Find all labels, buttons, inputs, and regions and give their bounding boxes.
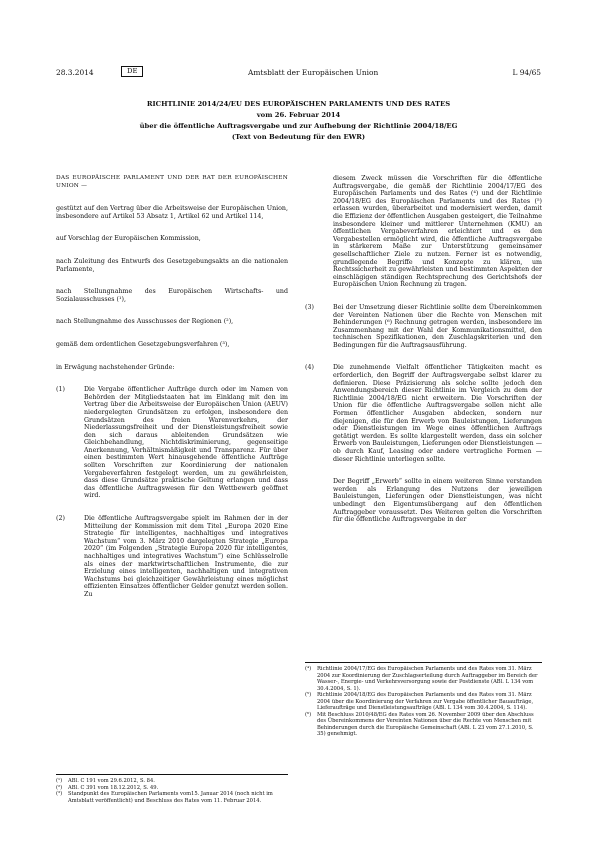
directive-title: RICHTLINIE 2014/24/EU DES EUROPÄISCHEN PARLAMENTS UND DES RATES — [146, 100, 451, 108]
recital-number: (3) — [305, 303, 314, 311]
footnote-number: (³) — [56, 791, 63, 797]
recital-2-continuation — [305, 175, 542, 289]
footnote-number: (⁶) — [305, 711, 312, 718]
recital-4-paragraph — [305, 478, 542, 524]
footnotes-left — [56, 774, 288, 804]
recital-text: Die öffentliche Auftragsvergabe spielt im Rahmen der in der Mitteilung der Kommission mit dem Titel „Europa 2020 Eine Strategie für intelligentes, nachhaltiges und integratives Wachstum“ vom 3. März 2010 dargelegten Strategie „Europa 2020“ (im Folgenden „Strategie Europa 2020 für intelligentes, nachhaltiges und integratives Wachstum“) eine Schlüsselrolle als eines der marktwirtschaftlichen Instrumente, die zur Erzielung eines intelligenten, nachhaltigen und integrativen Wachstums bei gleichzeitiger Gewährleistung eines möglichst effizienten Einsatzes öffentlicher Gelder genutzt werden sollen. Zu — [84, 515, 288, 598]
footnote-4 — [305, 666, 542, 692]
footnote-text: Richtlinie 2004/18/EG des Europäischen Parlaments und des Rates vom 31. März 2004 über die Koordinierung der Verfahren zur Vergabe öffentlicher Bauaufträge, Lieferaufträge und Dienstleistungsaufträge (ABl. L 134 vom 30.4.2004, S. 114). — [317, 692, 534, 711]
recital-number: (1) — [56, 386, 65, 394]
footnotes-right — [305, 662, 542, 738]
citation-legislative-procedure: gemäß dem ordentlichen Gesetzgebungsverfahren (³), — [56, 340, 230, 348]
citation-treaty: gestützt auf den Vertrag über die Arbeitsweise der Europäischen Union, insbesondere auf Artikel 53 Absatz 1, Artikel 62 und Artikel 114, — [56, 205, 288, 220]
citation-proposal: auf Vorschlag der Europäischen Kommission, — [56, 235, 201, 243]
recital-text: Bei der Umsetzung dieser Richtlinie sollte dem Übereinkommen der Vereinten Nationen über die Rechte von Menschen mit Behinderungen (⁶) Rechnung getragen werden, insbesondere im Zusammenhang mit der Wahl der Kommunikationsmittel, den technischen Spezifikationen, den Zuschlagskriterien und den Bedingungen für die Auftragsausführung. — [333, 303, 542, 349]
recital-2 — [56, 515, 288, 599]
recital-text: Die zunehmende Vielfalt öffentlicher Tätigkeiten macht es erforderlich, den Begriff der Auftragsvergabe selbst klarer zu definieren. Diese Präzisierung als solche sollte jedoch den Anwendungsbereich dieser Richtlinie im Vergleich zu dem der Richtlinie 2004/18/EG nicht erweitern. Die Vorschriften der Union für die öffentliche Auftragsvergabe sollen nicht alle Formen öffentlicher Ausgaben abdecken, sondern nur diejenigen, die für den Erwerb von Bauleistungen, Lieferungen oder Dienstleistungen im Wege eines öffentlichen Auftrags getätigt werden. Es sollte klargestellt werden, dass ein solcher Erwerb von Bauleistungen, Lieferungen oder Dienstleistungen — ob durch Kauf, Leasing oder andere vertragliche Formen — dieser Richtlinie unterliegen sollte. — [333, 364, 542, 463]
footnote-number: (⁴) — [305, 666, 312, 672]
eea-relevance-note: (Text von Bedeutung für den EWR) — [231, 133, 366, 141]
citation-national-parliaments: nach Zuleitung des Entwurfs des Gesetzgebungsakts an die nationalen Parlamente, — [56, 257, 288, 273]
recital-text: Der Begriff „Erwerb“ sollte in einem weiteren Sinne verstanden werden als Erlangung des Nutzens der jeweiligen Bauleistungen, Lieferungen oder Dienstleistungen, was nicht unbedingt den Eigentumsübergang auf den öffentlichen Auftraggeber voraussetzt. Des Weiteren gelten die Vorschriften für die öffentliche Auftragsvergabe in der — [333, 478, 542, 524]
recital-text: Die Vergabe öffentlicher Aufträge durch oder im Namen von Behörden der Mitgliedstaaten hat im Einklang mit den im Vertrag über die Arbeitsweise der Europäischen Union (AEUV) niedergelegten Grundsätzen zu erfolgen, insbesondere den Grundsätzen des freien Warenverkehrs, der Niederlassungsfreiheit und der Dienstleistungsfreiheit sowie den sich daraus ableitenden Grundsätzen wie Gleichbehandlung, Nichtdiskriminierung, gegenseitige Anerkennung, Verhältnismäßigkeit und Transparenz. Für über einen bestimmten Wert hinausgehende öffentliche Aufträge sollten Vorschriften zur Koordinierung der nationalen Vergabeverfahren festgelegt werden, um zu gewährleisten, dass diese Grundsätze praktische Geltung erlangen und dass das öffentliche Auftragswesen für den Wettbewerb geöffnet wird. — [84, 386, 288, 500]
recital-3 — [305, 304, 542, 350]
document-title-block — [56, 99, 541, 143]
recital-number: (4) — [305, 364, 314, 372]
publication-date: 28.3.2014 — [56, 68, 94, 77]
footnote-number: (⁵) — [305, 692, 312, 698]
language-badge: DE — [121, 66, 143, 77]
footnote-text: ABl. C 191 vom 29.6.2012, S. 84. — [68, 778, 155, 784]
page-number: L 94/65 — [512, 68, 541, 77]
citation-cor-opinion: nach Stellungnahme des Ausschusses der Regionen (²), — [56, 318, 234, 326]
recitals-heading: in Erwägung nachstehender Gründe: — [56, 363, 175, 371]
citation-esc-opinion: nach Stellungnahme des Europäischen Wirtschafts- und Sozialausschusses (¹), — [56, 288, 288, 303]
left-column — [56, 175, 288, 614]
footnote-5 — [305, 692, 542, 712]
footnote-text: ABl. C 391 vom 18.12.2012, S. 49. — [68, 784, 159, 791]
recital-1 — [56, 386, 288, 500]
recital-4 — [305, 364, 542, 463]
directive-subject: über die öffentliche Auftragsvergabe und zur Aufhebung der Richtlinie 2004/18/EG — [139, 122, 458, 130]
recital-text: diesem Zweck müssen die Vorschriften für die öffentliche Auftragsvergabe, die gemäß der Richtlinie 2004/17/EG des Europäischen Parlaments und des Rates (⁴) und der Richtlinie 2004/18/EG des Europäischen Parlaments und des Rates (⁵) erlassen wurden, überarbeitet und modernisiert werden, damit die Effizienz der öffentlichen Ausgaben gesteigert, die Teilnahme insbesondere kleiner und mittlerer Unternehmen (KMU) an öffentlichen Vergabeverfahren erleichtert und es den Vergabestellen ermöglicht wird, die öffentliche Auftragsvergabe in stärkerem Maße zur Unterstützung gemeinsamer gesellschaftlicher Ziele zu nutzen. Ferner ist es notwendig, grundlegende Begriffe und Konzepte zu klären, um Rechtssicherheit zu gewährleisten und bestimmten Aspekten der einschlägigen ständigen Rechtsprechung des Gerichtshofs der Europäischen Union Rechnung zu tragen. — [333, 175, 542, 289]
footnote-number: (²) — [56, 784, 63, 791]
journal-title: Amtsblatt der Europäischen Union — [248, 68, 379, 77]
footnote-number: (¹) — [56, 778, 63, 784]
right-column — [305, 175, 542, 524]
footnote-text: Mit Beschluss 2010/48/EG des Rates vom 26. November 2009 über den Abschluss des Übereinkommens der Vereinten Nationen über die Rechte von Menschen mit Behinderungen durch die Europäische Gemeinschaft (ABl. L 23 vom 27.1.2010, S. 35) genehmigt. — [317, 711, 534, 737]
footnote-6 — [305, 712, 542, 738]
footnote-text: Standpunkt des Europäischen Parlaments vom15. Januar 2014 (noch nicht im Amtsblatt veröffentlicht) und Beschluss des Rates vom 11. Februar 2014. — [68, 791, 273, 804]
directive-date: vom 26. Februar 2014 — [256, 111, 341, 119]
page-header — [56, 68, 541, 80]
recital-number: (2) — [56, 515, 65, 523]
footnote-3 — [56, 791, 288, 804]
footnote-text: Richtlinie 2004/17/EG des Europäischen Parlaments und des Rates vom 31. März 2004 zur Koordinierung der Zuschlagserteilung durch Auftraggeber im Bereich der Wasser-, Energie- und Verkehrsversorgung sowie der Postdienste (ABl. L 134 vom 30.4.2004, S. 1). — [317, 666, 538, 692]
preamble-intro: DAS EUROPÄISCHE PARLAMENT UND DER RAT DER EUROPÄISCHEN UNION — — [56, 175, 288, 189]
